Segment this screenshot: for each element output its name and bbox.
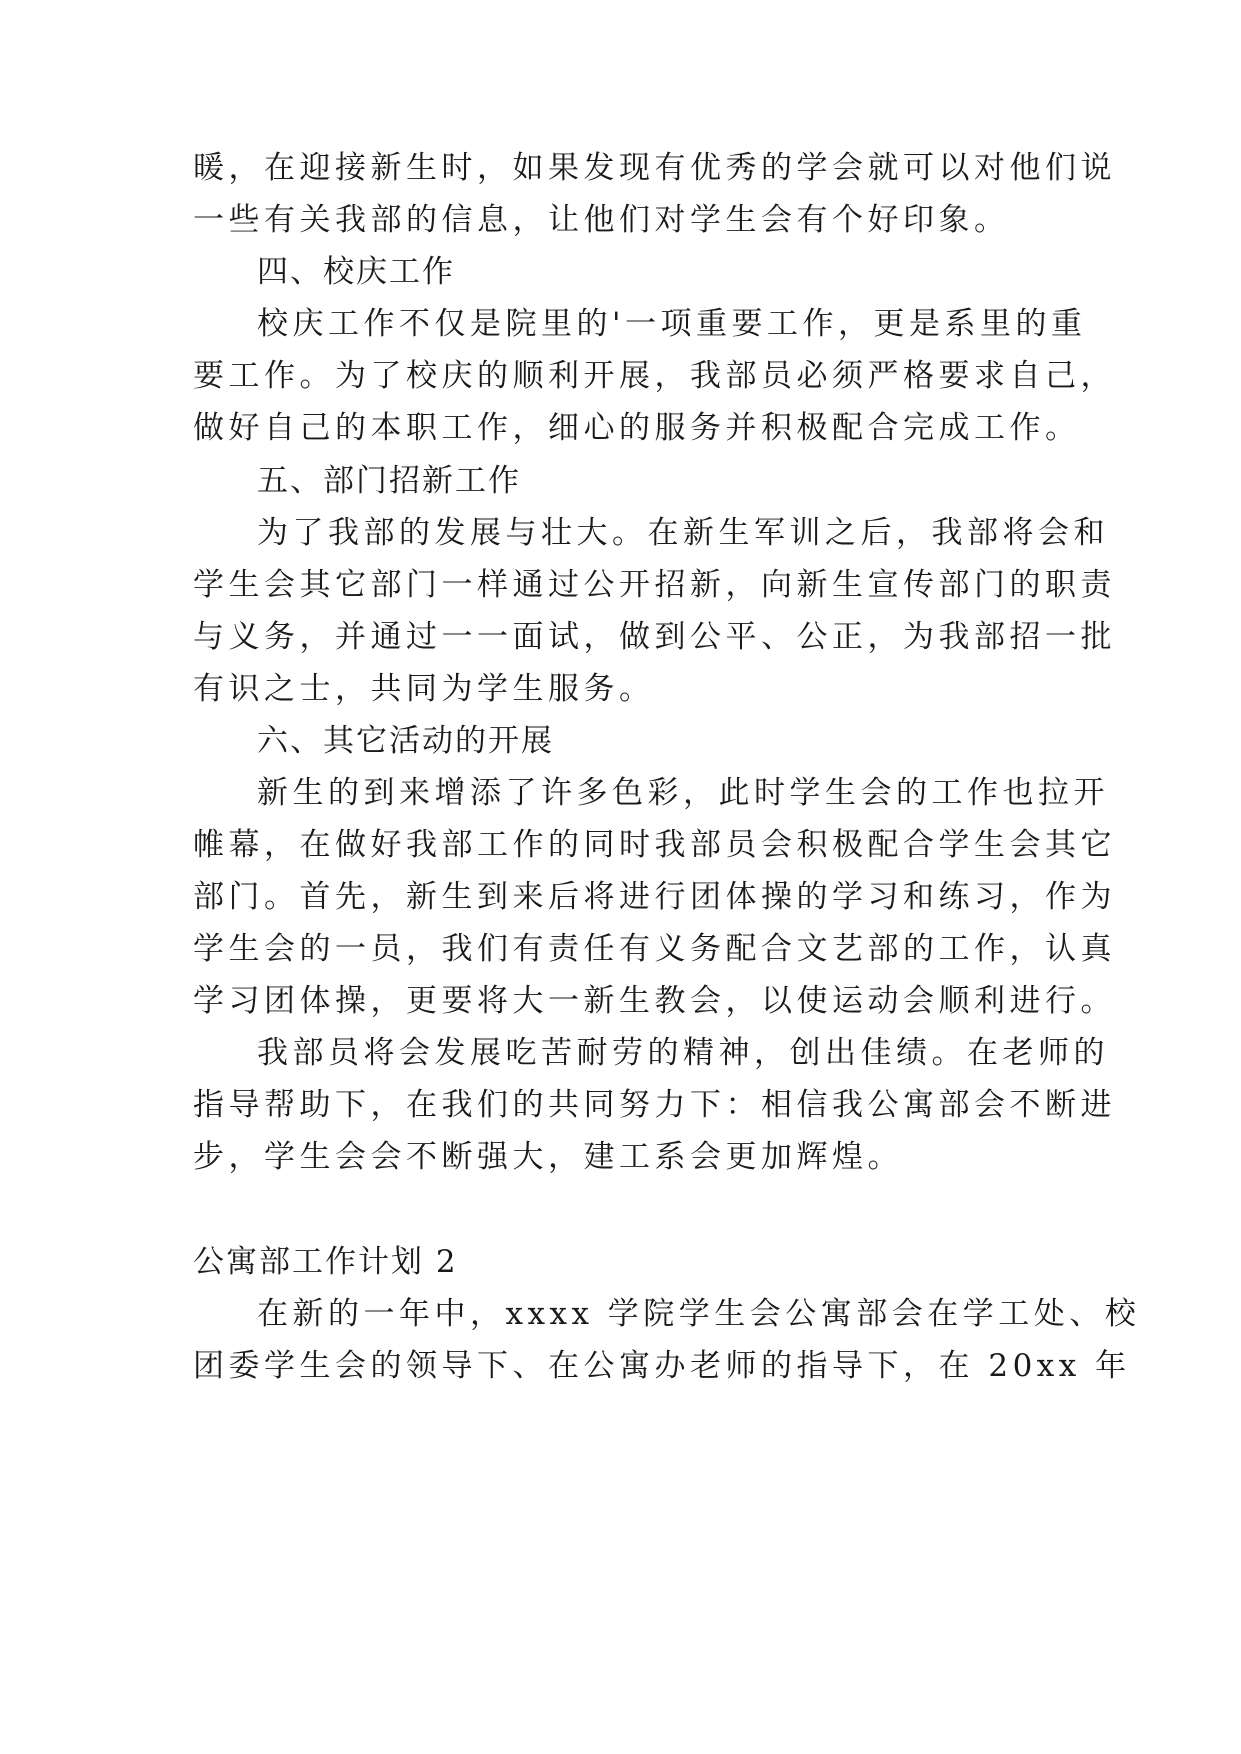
paragraph-line: 学习团体操，更要将大一新生教会，以使运动会顺利进行。 [193,983,1116,1019]
paragraph-line: 做好自己的本职工作，细心的服务并积极配合完成工作。 [193,410,1081,446]
section-heading: 四、校庆工作 [257,254,455,290]
paragraph-line: 学生会其它部门一样通过公开招新，向新生宣传部门的职责 [193,567,1116,603]
paragraph-line: 一些有关我部的信息，让他们对学生会有个好印象。 [193,202,1010,238]
paragraph-line: 团委学生会的领导下、在公寓办老师的指导下，在 20xx 年 [193,1348,1131,1384]
paragraph-line: 新生的到来增添了许多色彩，此时学生会的工作也拉开 [257,775,1109,811]
section-heading: 五、部门招新工作 [257,463,521,499]
section-heading: 六、其它活动的开展 [257,723,554,759]
document-title: 公寓部工作计划 2 [193,1244,458,1280]
paragraph-line: 帷幕，在做好我部工作的同时我部员会积极配合学生会其它 [193,827,1116,863]
paragraph-line: 要工作。为了校庆的顺利开展，我部员必须严格要求自己， [193,358,1116,394]
paragraph-line: 我部员将会发展吃苦耐劳的精神，创出佳绩。在老师的 [257,1035,1109,1071]
paragraph-line: 部门。首先，新生到来后将进行团体操的学习和练习，作为 [193,879,1116,915]
paragraph-line: 学生会的一员，我们有责任有义务配合文艺部的工作，认真 [193,931,1116,967]
paragraph-line: 在新的一年中，xxxx 学院学生会公寓部会在学工处、校 [257,1296,1141,1332]
paragraph-line: 指导帮助下，在我们的共同努力下：相信我公寓部会不断进 [193,1087,1116,1123]
paragraph-line: 与义务，并通过一一面试，做到公平、公正，为我部招一批 [193,619,1116,655]
paragraph-line: 有识之士，共同为学生服务。 [193,671,655,707]
paragraph-line: 校庆工作不仅是院里的'一项重要工作，更是系里的重 [257,306,1087,342]
paragraph-line: 为了我部的发展与壮大。在新生军训之后，我部将会和 [257,515,1109,551]
paragraph-line: 步，学生会会不断强大，建工系会更加辉煌。 [193,1139,903,1175]
paragraph-line: 暖，在迎接新生时，如果发现有优秀的学会就可以对他们说 [193,150,1116,186]
